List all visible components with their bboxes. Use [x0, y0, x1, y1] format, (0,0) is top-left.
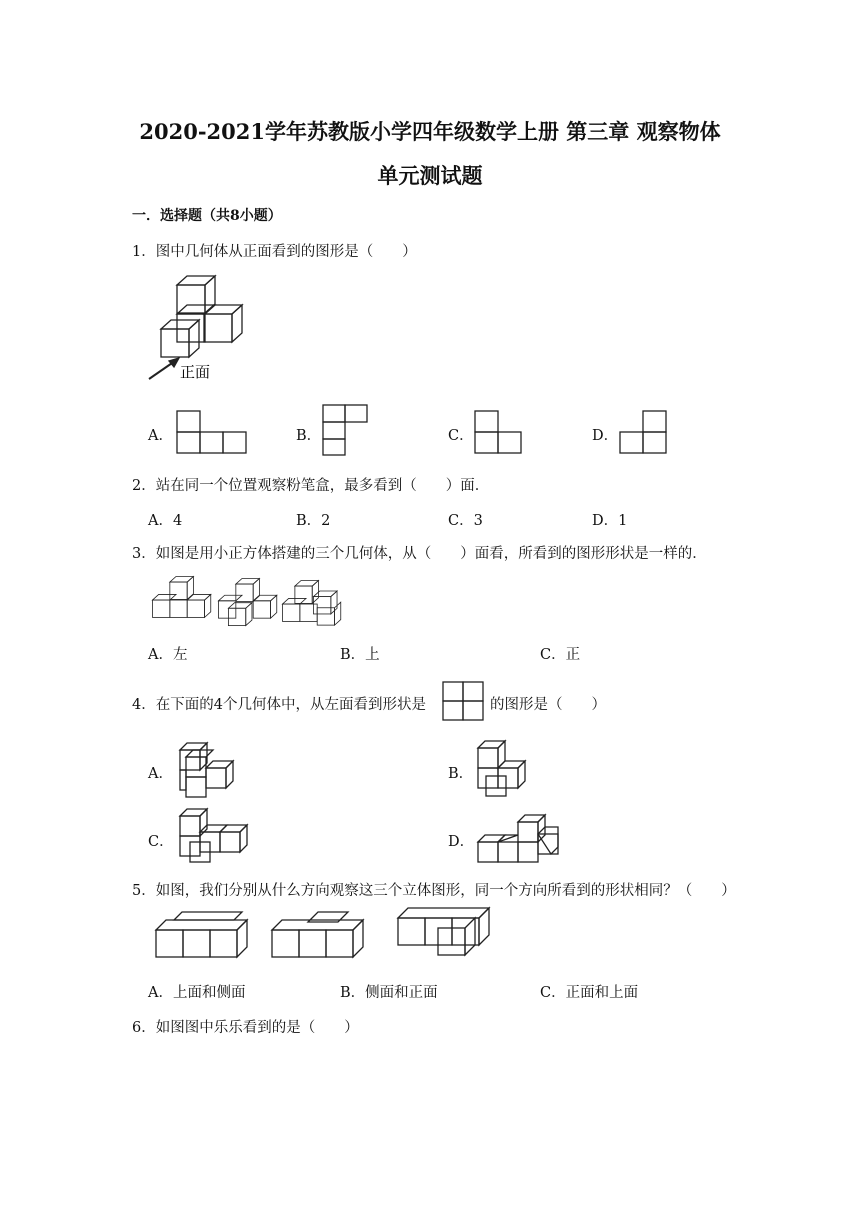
question-4-stem-part1: 4．在下面的4个几何体中，从左面看到形状是 — [132, 697, 426, 713]
question-4-stem-part2: 的图形是（ ） — [490, 697, 606, 713]
q4-option-a-solid — [172, 740, 237, 802]
page-title: 2020-2021学年苏教版小学四年级数学上册 第三章 观察物体 — [139, 119, 721, 144]
question-1-solid-figure — [145, 272, 255, 387]
q1-option-c[interactable]: C． — [448, 428, 474, 444]
q1-option-a[interactable]: A． — [148, 428, 173, 444]
question-6-stem: 6．如图图中乐乐看到的是（ ） — [132, 1020, 359, 1036]
page-subtitle: 单元测试题 — [377, 163, 483, 188]
q4-left-view-shape — [442, 681, 486, 723]
q4-option-a[interactable]: A． — [148, 766, 173, 782]
q5-solid-2 — [272, 912, 363, 957]
question-3-stem: 3．如图是用小正方体搭建的三个几何体，从（ ）面看，所看到的图形形状是一样的． — [132, 546, 707, 562]
q3-option-a[interactable]: A．左 — [148, 647, 188, 663]
q5-solid-3 — [398, 908, 489, 955]
q4-option-c[interactable]: C． — [148, 834, 174, 850]
q2-option-b[interactable]: B．2 — [296, 513, 331, 529]
q4-option-c-solid — [176, 806, 256, 864]
q4-option-d[interactable]: D． — [448, 834, 475, 850]
q2-option-a[interactable]: A．4 — [148, 513, 183, 529]
question-5-stem: 5．如图，我们分别从什么方向观察这三个立体图形，同一个方向所看到的形状相同？（ ） — [132, 883, 736, 899]
front-view-label: 正面 — [180, 363, 211, 381]
q4-option-d-solid — [474, 810, 564, 865]
q3-solid-2 — [218, 578, 276, 625]
q3-option-c[interactable]: C．正 — [540, 647, 581, 663]
q3-option-b[interactable]: B．上 — [340, 647, 380, 663]
q3-solid-3 — [282, 580, 340, 625]
q2-option-d[interactable]: D．1 — [592, 513, 628, 529]
q1-option-a-view — [176, 410, 248, 455]
q1-option-d-view — [619, 410, 669, 455]
question-3-solids-figure — [150, 574, 340, 624]
q1-option-b[interactable]: B． — [296, 428, 322, 444]
q2-option-c[interactable]: C．3 — [448, 513, 483, 529]
q4-option-b[interactable]: B． — [448, 766, 474, 782]
q1-option-b-view — [322, 404, 370, 456]
q5-option-a[interactable]: A．上面和侧面 — [148, 985, 246, 1001]
question-2-stem: 2．站在同一个位置观察粉笔盒，最多看到（ ）面． — [132, 478, 490, 494]
question-1-stem: 1．图中几何体从正面看到的图形是（ ） — [132, 244, 417, 260]
q1-option-c-view — [474, 410, 524, 455]
q1-option-d[interactable]: D． — [592, 428, 619, 444]
q5-solid-1 — [156, 912, 247, 957]
q3-solid-1 — [152, 576, 210, 617]
q4-option-b-solid — [474, 738, 534, 800]
q5-option-c[interactable]: C．正面和上面 — [540, 985, 639, 1001]
section-heading: 一．选择题（共8小题） — [132, 208, 282, 224]
question-5-solids-figure — [152, 906, 492, 962]
q5-option-b[interactable]: B．侧面和正面 — [340, 985, 438, 1001]
